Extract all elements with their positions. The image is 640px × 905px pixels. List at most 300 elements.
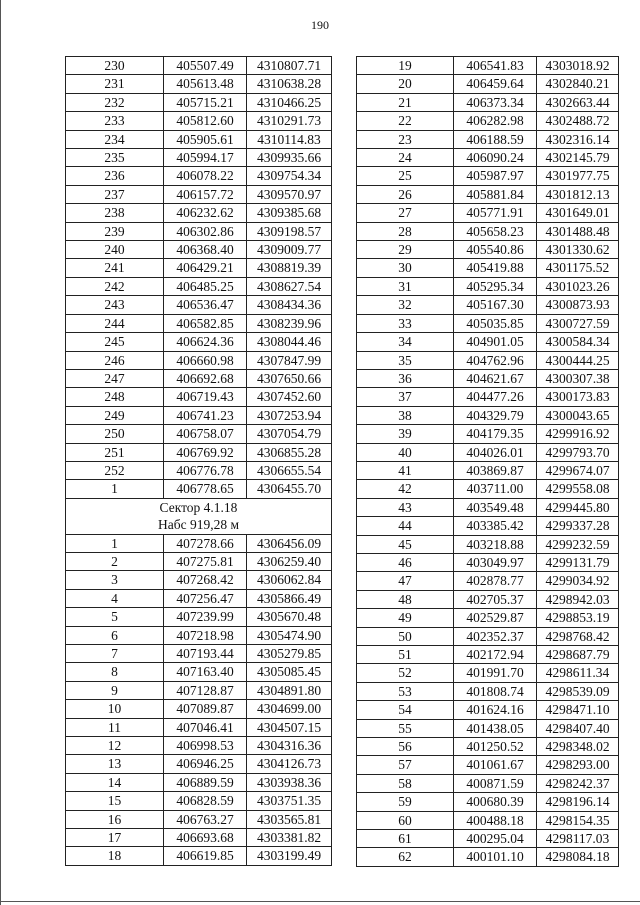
point-number-cell: 18 xyxy=(66,847,164,865)
y-coordinate-cell: 4301175.52 xyxy=(537,259,619,277)
y-coordinate-cell: 4304891.80 xyxy=(247,681,332,699)
y-coordinate-cell: 4310807.71 xyxy=(247,57,332,75)
point-number-cell: 242 xyxy=(66,277,164,295)
point-number-cell: 35 xyxy=(357,351,454,369)
table-row xyxy=(357,167,619,185)
x-coordinate-cell: 405507.49 xyxy=(164,57,247,75)
point-number-cell: 231 xyxy=(66,75,164,93)
x-coordinate-cell: 400295.04 xyxy=(454,830,537,848)
x-coordinate-cell: 405881.84 xyxy=(454,185,537,203)
x-coordinate-cell: 402705.37 xyxy=(454,590,537,608)
point-number-cell: 248 xyxy=(66,388,164,406)
point-number-cell: 24 xyxy=(357,149,454,167)
y-coordinate-cell: 4306259.40 xyxy=(247,552,332,570)
y-coordinate-cell: 4307847.99 xyxy=(247,351,332,369)
x-coordinate-cell: 406188.59 xyxy=(454,130,537,148)
table-row xyxy=(66,571,332,589)
y-coordinate-cell: 4300173.83 xyxy=(537,388,619,406)
table-row xyxy=(357,811,619,829)
x-coordinate-cell: 406536.47 xyxy=(164,296,247,314)
table-row xyxy=(357,259,619,277)
y-coordinate-cell: 4310638.28 xyxy=(247,75,332,93)
x-coordinate-cell: 401624.16 xyxy=(454,701,537,719)
y-coordinate-cell: 4298407.40 xyxy=(537,719,619,737)
table-row xyxy=(66,480,332,498)
y-coordinate-cell: 4306456.09 xyxy=(247,534,332,552)
x-coordinate-cell: 406776.78 xyxy=(164,461,247,479)
x-coordinate-cell: 406078.22 xyxy=(164,167,247,185)
table-row xyxy=(357,774,619,792)
x-coordinate-cell: 405905.61 xyxy=(164,130,247,148)
y-coordinate-cell: 4298471.10 xyxy=(537,701,619,719)
table-row xyxy=(66,681,332,699)
y-coordinate-cell: 4298196.14 xyxy=(537,793,619,811)
table-row xyxy=(66,755,332,773)
y-coordinate-cell: 4299793.70 xyxy=(537,443,619,461)
y-coordinate-cell: 4298687.79 xyxy=(537,646,619,664)
x-coordinate-cell: 403218.88 xyxy=(454,535,537,553)
point-number-cell: 230 xyxy=(66,57,164,75)
y-coordinate-cell: 4309935.66 xyxy=(247,149,332,167)
y-coordinate-cell: 4299337.28 xyxy=(537,517,619,535)
table-row xyxy=(357,406,619,424)
y-coordinate-cell: 4309009.77 xyxy=(247,241,332,259)
y-coordinate-cell: 4298539.09 xyxy=(537,682,619,700)
y-coordinate-cell: 4309754.34 xyxy=(247,167,332,185)
x-coordinate-cell: 406946.25 xyxy=(164,755,247,773)
table-row xyxy=(357,756,619,774)
table-row xyxy=(66,406,332,424)
x-coordinate-cell: 403549.48 xyxy=(454,498,537,516)
x-coordinate-cell: 405715.21 xyxy=(164,93,247,111)
x-coordinate-cell: 406693.68 xyxy=(164,829,247,847)
y-coordinate-cell: 4301977.75 xyxy=(537,167,619,185)
y-coordinate-cell: 4302316.14 xyxy=(537,130,619,148)
x-coordinate-cell: 406485.25 xyxy=(164,277,247,295)
point-number-cell: 16 xyxy=(66,810,164,828)
x-coordinate-cell: 405994.17 xyxy=(164,149,247,167)
point-number-cell: 3 xyxy=(66,571,164,589)
x-coordinate-cell: 400871.59 xyxy=(454,774,537,792)
x-coordinate-cell: 402529.87 xyxy=(454,609,537,627)
x-coordinate-cell: 402878.77 xyxy=(454,572,537,590)
x-coordinate-cell: 406232.62 xyxy=(164,204,247,222)
table-row xyxy=(357,646,619,664)
y-coordinate-cell: 4306655.54 xyxy=(247,461,332,479)
y-coordinate-cell: 4300727.59 xyxy=(537,314,619,332)
point-number-cell: 234 xyxy=(66,130,164,148)
table-row xyxy=(357,222,619,240)
point-number-cell: 49 xyxy=(357,609,454,627)
point-number-cell: 54 xyxy=(357,701,454,719)
y-coordinate-cell: 4298293.00 xyxy=(537,756,619,774)
y-coordinate-cell: 4299034.92 xyxy=(537,572,619,590)
y-coordinate-cell: 4303018.92 xyxy=(537,57,619,75)
x-coordinate-cell: 406660.98 xyxy=(164,351,247,369)
point-number-cell: 241 xyxy=(66,259,164,277)
point-number-cell: 36 xyxy=(357,369,454,387)
point-number-cell: 249 xyxy=(66,406,164,424)
x-coordinate-cell: 405167.30 xyxy=(454,296,537,314)
point-number-cell: 236 xyxy=(66,167,164,185)
x-coordinate-cell: 406778.65 xyxy=(164,480,247,498)
y-coordinate-cell: 4306455.70 xyxy=(247,480,332,498)
y-coordinate-cell: 4310114.83 xyxy=(247,130,332,148)
table-row xyxy=(66,167,332,185)
x-coordinate-cell: 405035.85 xyxy=(454,314,537,332)
table-row xyxy=(357,682,619,700)
x-coordinate-cell: 404762.96 xyxy=(454,351,537,369)
table-row xyxy=(357,498,619,516)
point-number-cell: 12 xyxy=(66,737,164,755)
point-number-cell: 55 xyxy=(357,719,454,737)
point-number-cell: 31 xyxy=(357,277,454,295)
table-row xyxy=(357,57,619,75)
point-number-cell: 2 xyxy=(66,552,164,570)
y-coordinate-cell: 4299445.80 xyxy=(537,498,619,516)
table-row xyxy=(357,443,619,461)
table-row xyxy=(357,185,619,203)
point-number-cell: 52 xyxy=(357,664,454,682)
table-row xyxy=(66,130,332,148)
x-coordinate-cell: 403385.42 xyxy=(454,517,537,535)
table-row xyxy=(66,112,332,130)
table-row xyxy=(66,626,332,644)
point-number-cell: 11 xyxy=(66,718,164,736)
point-number-cell: 17 xyxy=(66,829,164,847)
table-row xyxy=(357,75,619,93)
point-number-cell: 33 xyxy=(357,314,454,332)
x-coordinate-cell: 400488.18 xyxy=(454,811,537,829)
y-coordinate-cell: 4300307.38 xyxy=(537,369,619,387)
x-coordinate-cell: 405419.88 xyxy=(454,259,537,277)
table-row xyxy=(66,773,332,791)
x-coordinate-cell: 407256.47 xyxy=(164,589,247,607)
table-row xyxy=(357,204,619,222)
table-row xyxy=(66,388,332,406)
x-coordinate-cell: 406090.24 xyxy=(454,149,537,167)
x-coordinate-cell: 406624.36 xyxy=(164,333,247,351)
table-row xyxy=(66,663,332,681)
point-number-cell: 34 xyxy=(357,333,454,351)
table-row xyxy=(66,75,332,93)
point-number-cell: 240 xyxy=(66,241,164,259)
table-row xyxy=(357,517,619,535)
left-rows-after-sector xyxy=(66,534,332,865)
table-row xyxy=(357,277,619,295)
y-coordinate-cell: 4299916.92 xyxy=(537,425,619,443)
point-number-cell: 251 xyxy=(66,443,164,461)
table-row xyxy=(357,461,619,479)
table-row xyxy=(66,351,332,369)
sector-row xyxy=(66,498,332,534)
x-coordinate-cell: 402172.94 xyxy=(454,646,537,664)
point-number-cell: 1 xyxy=(66,480,164,498)
x-coordinate-cell: 406429.21 xyxy=(164,259,247,277)
point-number-cell: 50 xyxy=(357,627,454,645)
x-coordinate-cell: 405613.48 xyxy=(164,75,247,93)
table-row xyxy=(66,222,332,240)
x-coordinate-cell: 406828.59 xyxy=(164,792,247,810)
y-coordinate-cell: 4304507.15 xyxy=(247,718,332,736)
x-coordinate-cell: 406763.27 xyxy=(164,810,247,828)
y-coordinate-cell: 4307650.66 xyxy=(247,369,332,387)
left-rows-before-sector xyxy=(66,57,332,499)
sector-cell xyxy=(66,498,332,534)
y-coordinate-cell: 4308627.54 xyxy=(247,277,332,295)
x-coordinate-cell: 403711.00 xyxy=(454,480,537,498)
table-row xyxy=(66,57,332,75)
x-coordinate-cell: 407128.87 xyxy=(164,681,247,699)
y-coordinate-cell: 4299232.59 xyxy=(537,535,619,553)
x-coordinate-cell: 406541.83 xyxy=(454,57,537,75)
point-number-cell: 233 xyxy=(66,112,164,130)
y-coordinate-cell: 4308239.96 xyxy=(247,314,332,332)
point-number-cell: 247 xyxy=(66,369,164,387)
y-coordinate-cell: 4298768.42 xyxy=(537,627,619,645)
point-number-cell: 238 xyxy=(66,204,164,222)
point-number-cell: 246 xyxy=(66,351,164,369)
point-number-cell: 53 xyxy=(357,682,454,700)
y-coordinate-cell: 4300584.34 xyxy=(537,333,619,351)
point-number-cell: 57 xyxy=(357,756,454,774)
y-coordinate-cell: 4307054.79 xyxy=(247,425,332,443)
x-coordinate-cell: 407163.40 xyxy=(164,663,247,681)
table-row xyxy=(357,627,619,645)
y-coordinate-cell: 4301023.26 xyxy=(537,277,619,295)
x-coordinate-cell: 406719.43 xyxy=(164,388,247,406)
y-coordinate-cell: 4306062.84 xyxy=(247,571,332,589)
table-row xyxy=(357,572,619,590)
y-coordinate-cell: 4310466.25 xyxy=(247,93,332,111)
y-coordinate-cell: 4305085.45 xyxy=(247,663,332,681)
coordinates-table-left xyxy=(65,56,332,866)
point-number-cell: 47 xyxy=(357,572,454,590)
x-coordinate-cell: 404901.05 xyxy=(454,333,537,351)
table-row xyxy=(66,718,332,736)
x-coordinate-cell: 401250.52 xyxy=(454,738,537,756)
x-coordinate-cell: 406302.86 xyxy=(164,222,247,240)
y-coordinate-cell: 4301812.13 xyxy=(537,185,619,203)
sector-header xyxy=(66,498,332,534)
table-row xyxy=(66,204,332,222)
table-row xyxy=(357,719,619,737)
point-number-cell: 39 xyxy=(357,425,454,443)
table-row xyxy=(66,241,332,259)
table-row xyxy=(357,333,619,351)
y-coordinate-cell: 4301488.48 xyxy=(537,222,619,240)
sector-subtitle: Набс 919,28 м xyxy=(157,517,240,533)
point-number-cell: 232 xyxy=(66,93,164,111)
table-row xyxy=(357,480,619,498)
point-number-cell: 21 xyxy=(357,93,454,111)
y-coordinate-cell: 4298154.35 xyxy=(537,811,619,829)
x-coordinate-cell: 406373.34 xyxy=(454,93,537,111)
y-coordinate-cell: 4302840.21 xyxy=(537,75,619,93)
table-row xyxy=(66,296,332,314)
point-number-cell: 237 xyxy=(66,185,164,203)
y-coordinate-cell: 4309198.57 xyxy=(247,222,332,240)
table-row xyxy=(66,443,332,461)
y-coordinate-cell: 4304699.00 xyxy=(247,700,332,718)
y-coordinate-cell: 4303751.35 xyxy=(247,792,332,810)
table-row xyxy=(357,738,619,756)
point-number-cell: 45 xyxy=(357,535,454,553)
x-coordinate-cell: 405295.34 xyxy=(454,277,537,295)
table-row xyxy=(66,534,332,552)
coordinates-table-right xyxy=(356,56,619,867)
y-coordinate-cell: 4299131.79 xyxy=(537,553,619,571)
x-coordinate-cell: 405812.60 xyxy=(164,112,247,130)
x-coordinate-cell: 405540.86 xyxy=(454,241,537,259)
x-coordinate-cell: 404621.67 xyxy=(454,369,537,387)
x-coordinate-cell: 406998.53 xyxy=(164,737,247,755)
point-number-cell: 243 xyxy=(66,296,164,314)
x-coordinate-cell: 406889.59 xyxy=(164,773,247,791)
x-coordinate-cell: 406758.07 xyxy=(164,425,247,443)
x-coordinate-cell: 406692.68 xyxy=(164,369,247,387)
point-number-cell: 9 xyxy=(66,681,164,699)
point-number-cell: 235 xyxy=(66,149,164,167)
point-number-cell: 6 xyxy=(66,626,164,644)
table-row xyxy=(357,112,619,130)
point-number-cell: 20 xyxy=(357,75,454,93)
table-row xyxy=(66,277,332,295)
table-row xyxy=(357,848,619,866)
table-row xyxy=(66,93,332,111)
table-row xyxy=(357,425,619,443)
point-number-cell: 22 xyxy=(357,112,454,130)
y-coordinate-cell: 4298853.19 xyxy=(537,609,619,627)
y-coordinate-cell: 4309385.68 xyxy=(247,204,332,222)
point-number-cell: 41 xyxy=(357,461,454,479)
x-coordinate-cell: 405658.23 xyxy=(454,222,537,240)
table-row xyxy=(66,700,332,718)
table-row xyxy=(357,241,619,259)
right-rows xyxy=(357,57,619,867)
y-coordinate-cell: 4298348.02 xyxy=(537,738,619,756)
y-coordinate-cell: 4300873.93 xyxy=(537,296,619,314)
y-coordinate-cell: 4298084.18 xyxy=(537,848,619,866)
x-coordinate-cell: 402352.37 xyxy=(454,627,537,645)
x-coordinate-cell: 404026.01 xyxy=(454,443,537,461)
point-number-cell: 58 xyxy=(357,774,454,792)
table-row xyxy=(66,810,332,828)
table-row xyxy=(66,847,332,865)
y-coordinate-cell: 4300043.65 xyxy=(537,406,619,424)
x-coordinate-cell: 404179.35 xyxy=(454,425,537,443)
y-coordinate-cell: 4301330.62 xyxy=(537,241,619,259)
point-number-cell: 13 xyxy=(66,755,164,773)
point-number-cell: 62 xyxy=(357,848,454,866)
point-number-cell: 29 xyxy=(357,241,454,259)
y-coordinate-cell: 4298942.03 xyxy=(537,590,619,608)
x-coordinate-cell: 400680.39 xyxy=(454,793,537,811)
point-number-cell: 46 xyxy=(357,553,454,571)
table-row xyxy=(357,351,619,369)
table-row xyxy=(66,425,332,443)
point-number-cell: 15 xyxy=(66,792,164,810)
y-coordinate-cell: 4309570.97 xyxy=(247,185,332,203)
y-coordinate-cell: 4308044.46 xyxy=(247,333,332,351)
y-coordinate-cell: 4308819.39 xyxy=(247,259,332,277)
x-coordinate-cell: 406282.98 xyxy=(454,112,537,130)
table-row xyxy=(357,793,619,811)
x-coordinate-cell: 407218.98 xyxy=(164,626,247,644)
x-coordinate-cell: 406157.72 xyxy=(164,185,247,203)
point-number-cell: 244 xyxy=(66,314,164,332)
y-coordinate-cell: 4301649.01 xyxy=(537,204,619,222)
table-row xyxy=(357,130,619,148)
point-number-cell: 19 xyxy=(357,57,454,75)
x-coordinate-cell: 407268.42 xyxy=(164,571,247,589)
table-row xyxy=(357,314,619,332)
y-coordinate-cell: 4303565.81 xyxy=(247,810,332,828)
y-coordinate-cell: 4298611.34 xyxy=(537,664,619,682)
table-row xyxy=(357,535,619,553)
table-row xyxy=(66,589,332,607)
y-coordinate-cell: 4307452.60 xyxy=(247,388,332,406)
x-coordinate-cell: 405987.97 xyxy=(454,167,537,185)
point-number-cell: 43 xyxy=(357,498,454,516)
x-coordinate-cell: 406368.40 xyxy=(164,241,247,259)
page-left-edge xyxy=(0,0,1,905)
y-coordinate-cell: 4305474.90 xyxy=(247,626,332,644)
y-coordinate-cell: 4298117.03 xyxy=(537,830,619,848)
table-row xyxy=(357,830,619,848)
table-row xyxy=(357,590,619,608)
table-row xyxy=(66,645,332,663)
y-coordinate-cell: 4308434.36 xyxy=(247,296,332,314)
table-row xyxy=(66,369,332,387)
sector-title: Сектор 4.1.18 xyxy=(159,499,238,515)
y-coordinate-cell: 4306855.28 xyxy=(247,443,332,461)
point-number-cell: 14 xyxy=(66,773,164,791)
y-coordinate-cell: 4299674.07 xyxy=(537,461,619,479)
point-number-cell: 61 xyxy=(357,830,454,848)
y-coordinate-cell: 4302488.72 xyxy=(537,112,619,130)
x-coordinate-cell: 404329.79 xyxy=(454,406,537,424)
point-number-cell: 40 xyxy=(357,443,454,461)
table-row xyxy=(66,608,332,626)
table-row xyxy=(66,259,332,277)
x-coordinate-cell: 407278.66 xyxy=(164,534,247,552)
x-coordinate-cell: 406619.85 xyxy=(164,847,247,865)
table-row xyxy=(357,296,619,314)
table-row xyxy=(66,149,332,167)
point-number-cell: 1 xyxy=(66,534,164,552)
y-coordinate-cell: 4298242.37 xyxy=(537,774,619,792)
table-row xyxy=(66,185,332,203)
x-coordinate-cell: 401991.70 xyxy=(454,664,537,682)
y-coordinate-cell: 4300444.25 xyxy=(537,351,619,369)
table-row xyxy=(357,553,619,571)
x-coordinate-cell: 404477.26 xyxy=(454,388,537,406)
x-coordinate-cell: 405771.91 xyxy=(454,204,537,222)
point-number-cell: 27 xyxy=(357,204,454,222)
y-coordinate-cell: 4299558.08 xyxy=(537,480,619,498)
point-number-cell: 239 xyxy=(66,222,164,240)
table-row xyxy=(357,388,619,406)
y-coordinate-cell: 4303381.82 xyxy=(247,829,332,847)
y-coordinate-cell: 4303938.36 xyxy=(247,773,332,791)
y-coordinate-cell: 4303199.49 xyxy=(247,847,332,865)
x-coordinate-cell: 401808.74 xyxy=(454,682,537,700)
x-coordinate-cell: 406769.92 xyxy=(164,443,247,461)
y-coordinate-cell: 4305279.85 xyxy=(247,645,332,663)
table-row xyxy=(66,552,332,570)
y-coordinate-cell: 4305866.49 xyxy=(247,589,332,607)
